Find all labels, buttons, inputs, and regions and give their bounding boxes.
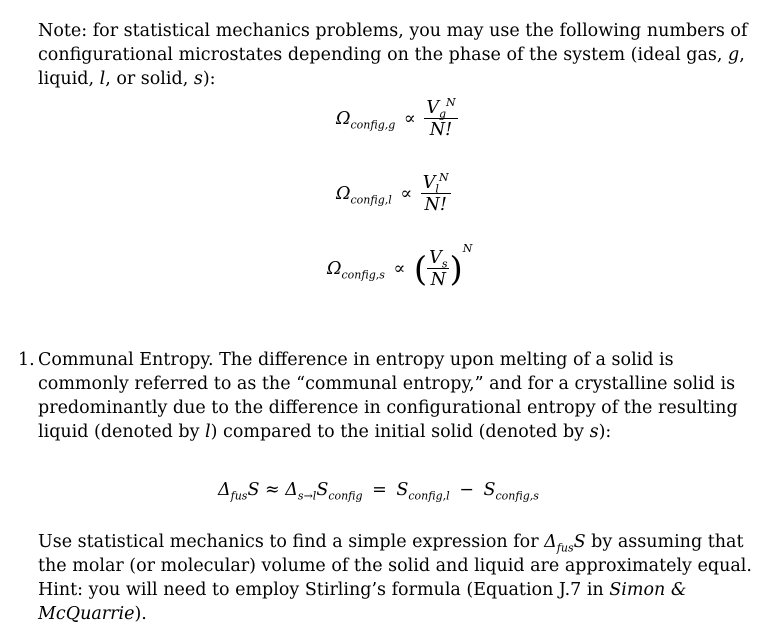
entropy-symbol: S xyxy=(573,532,586,552)
delta-symbol: Δ xyxy=(285,480,298,500)
note-text-sep: , or solid, xyxy=(105,69,194,89)
entropy-symbol: S xyxy=(396,480,409,500)
reference-title: Simon & McQuarrie xyxy=(38,580,687,624)
volume-symbol: V xyxy=(429,248,442,268)
approx-symbol: ≈ xyxy=(265,480,280,500)
omega-symbol: Ω xyxy=(336,184,351,204)
omega-subscript: config,s xyxy=(341,268,385,282)
instruction-paragraph xyxy=(38,530,758,626)
volume-exponent: N xyxy=(438,171,449,185)
instruction-text: Use statistical mechanics to find a simple expression for xyxy=(38,532,545,552)
equation-solid xyxy=(327,242,473,291)
omega-symbol: Ω xyxy=(336,109,351,129)
note-solid-symbol: s xyxy=(193,69,203,89)
item-number: 1. xyxy=(18,350,35,370)
transition-subscript: s→l xyxy=(297,489,317,503)
omega-subscript: config,g xyxy=(350,118,396,132)
item-text-part: ) compared to the initial solid (denoted by xyxy=(210,422,590,442)
fraction-denominator: N! xyxy=(424,195,447,215)
note-text-end: ): xyxy=(202,69,216,89)
proportional-symbol: ∝ xyxy=(400,184,413,204)
left-paren: ( xyxy=(413,249,428,290)
entropy-symbol: S xyxy=(316,480,329,500)
right-paren: ) xyxy=(449,249,463,290)
equals-symbol: = xyxy=(372,480,387,500)
volume-subscript: l xyxy=(435,182,439,196)
fraction-numerator xyxy=(421,173,451,194)
solid-symbol: s xyxy=(589,422,599,442)
instruction-text: by assuming that the molar (or molecular) volume of the solid and liquid are approximately equal. Hint: you will need to employ Stirling’s formula (Equation J.7 in xyxy=(38,532,752,600)
item-text-part: ): xyxy=(598,422,612,442)
equation-liquid xyxy=(336,173,451,216)
entropy-symbol: S xyxy=(483,480,496,500)
fraction-denominator: N xyxy=(430,270,446,290)
minus-symbol: − xyxy=(459,480,474,500)
equation-gas xyxy=(336,98,458,141)
equation-fusion-entropy xyxy=(218,478,539,502)
fraction-denominator: N! xyxy=(429,120,453,140)
fraction-numerator xyxy=(427,248,449,269)
item-text-part: Communal Entropy. The difference in entropy upon melting of a solid is commonly referred to as the “communal entropy,” and for a crystalline solid is predominantly due to the difference in configurational entropy of the resulting liquid (denoted by xyxy=(38,350,738,442)
proportional-symbol: ∝ xyxy=(393,259,406,279)
liquid-symbol: l xyxy=(205,422,211,442)
omega-symbol: Ω xyxy=(327,259,342,279)
fraction xyxy=(421,173,451,216)
volume-subscript: g xyxy=(438,107,446,121)
volume-symbol: V xyxy=(422,173,436,193)
instruction-text-end: ). xyxy=(134,604,147,624)
note-text: Note: for statistical mechanics problems, you may use the following numbers of configurational microstates depending on the phase of the system (ideal gas, xyxy=(38,21,748,65)
entropy-symbol: S xyxy=(247,480,260,500)
exponent: N xyxy=(462,242,473,255)
fus-subscript: fus xyxy=(230,489,248,503)
proportional-symbol: ∝ xyxy=(403,109,416,129)
fraction xyxy=(427,248,449,291)
fraction xyxy=(424,98,457,141)
config-liquid-subscript: config,l xyxy=(408,489,450,503)
config-solid-subscript: config,s xyxy=(495,489,539,503)
fus-subscript: fus xyxy=(556,541,574,555)
note-paragraph xyxy=(38,19,758,91)
volume-exponent: N xyxy=(446,96,456,110)
note-text-sep: , liquid, xyxy=(38,45,745,89)
config-subscript: config xyxy=(328,489,363,503)
note-liquid-symbol: l xyxy=(99,69,106,89)
item-text xyxy=(38,348,748,444)
omega-subscript: config,l xyxy=(350,193,392,207)
volume-subscript: s xyxy=(441,257,448,271)
note-gas-symbol: g xyxy=(728,45,740,65)
fraction-numerator xyxy=(424,98,457,119)
delta-symbol: Δ xyxy=(544,532,557,552)
volume-symbol: V xyxy=(426,98,439,118)
delta-symbol: Δ xyxy=(218,480,231,500)
